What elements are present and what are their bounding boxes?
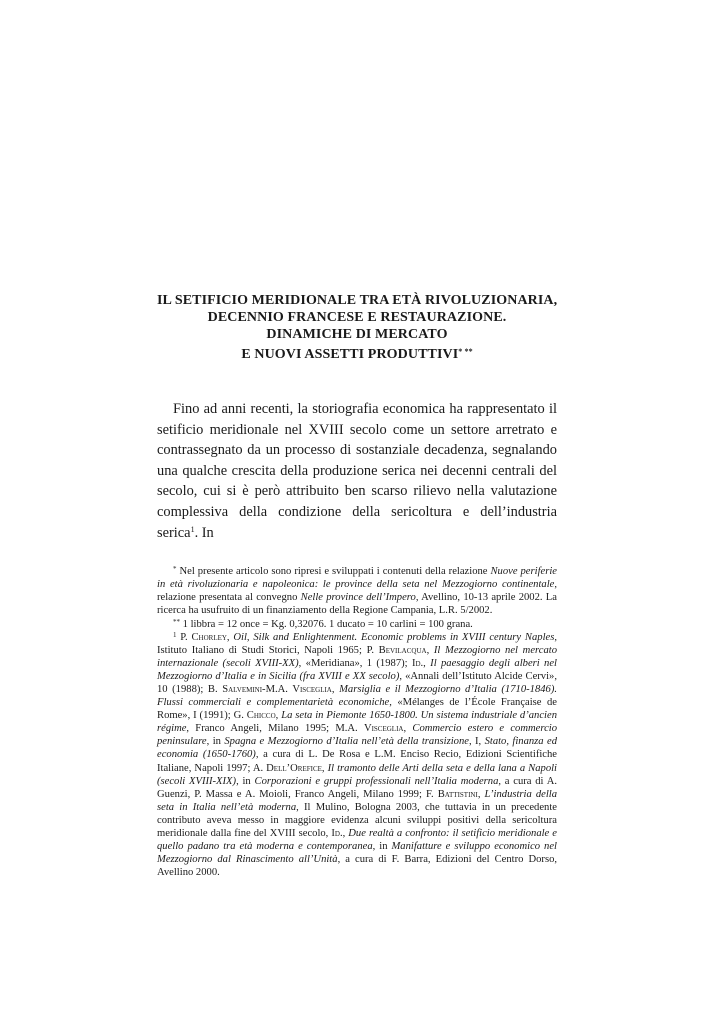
footnote-ref[interactable]: 1	[190, 524, 195, 534]
article-title	[157, 292, 557, 363]
body-paragraph: Fino ad anni recenti, la storiografia economica ha rappresentato il setificio meridionale nel XVIII secolo come un settore arretrato e contrassegnato da un processo di sostanziale decadenza, segnalando una qualche crescita della produzione serica nei decenni centrali del secolo, cui si è però attribuito ben scarso rilievo nella valutazione complessiva della condizione della sericoltura e dell’industria serica$^1$. In	[157, 401, 557, 541]
footnote: * Nel presente articolo sono ripresi e sviluppati i contenuti della relazione Nuove periferie in età rivoluzionaria e napoleonica: le province della seta nel Mezzogiorno continentale, relazione presentata al convegno Nelle province dell’Impero, Avellino, 10-13 aprile 2002. La ricerca ha usufruito di un finanziamento della Regione Campania, L.R. 5/2002.	[157, 565, 557, 617]
title-line: DINAMICHE DI MERCATO	[266, 327, 448, 342]
title-line: IL SETIFICIO MERIDIONALE TRA ETÀ RIVOLUZIONARIA,	[157, 293, 558, 308]
title-line: E NUOVI ASSETTI PRODUTTIVI* **	[241, 347, 473, 362]
title-footnote-marks: * **	[458, 347, 473, 356]
title-line: DECENNIO FRANCESE E RESTAURAZIONE.	[207, 310, 507, 325]
footnotes	[157, 565, 557, 879]
footnote: $^1$ P. Chorley, Oil, Silk and Enlightenment. Economic problems in XVIII century Naples, Istituto Italiano di Studi Storici, Napoli 1965; P. Bevilacqua, Il Mezzogiorno nel mercato internazionale (secoli XVIII-XX), «Meridiana», 1 (1987); Id., Il paesaggio degli alberi nel Mezzogiorno d’Italia e in Sicilia (fra XVIII e XX secolo), «Annali dell’Istituto Alcide Cervi», 10 (1988); B. Salvemini-M.A. Visceglia, Marsiglia e il Mezzogiorno d’Italia (1710-1846). Flussi commerciali e complementarietà economiche, «Mélanges de l’École Française de Rome», I (1991); G. Chicco, La seta in Piemonte 1650-1800. Un sistema industriale d’ancien régime, Franco Angeli, Milano 1995; M.A. Visceglia, Commercio estero e commercio peninsulare, in Spagna e Mezzogiorno d’Italia nell’età della transizione, I, Stato, finanza ed economia (1650-1760), a cura di L. De Rosa e L.M. Enciso Recio, Edizioni Scientifiche Italiane, Napoli 1997; A. Dell’Orefice, Il tramonto delle Arti della seta e della lana a Napoli (secoli XVIII-XIX), in Corporazioni e gruppi professionali nell’Italia moderna, a cura di A. Guenzi, P. Massa e A. Moioli, Franco Angeli, Milano 1999; F. Battistini, L’industria della seta in Italia nell’età moderna, Il Mulino, Bologna 2003, che tuttavia in un precedente contributo aveva messo in maggiore evidenza alcuni sviluppi positivi della sericoltura meridionale dalla fine del XVIII secolo, Id., Due realtà a confronto: il setificio meridionale e quello padano tra età moderna e contemporanea, in Manifatture e sviluppo economico nel Mezzogiorno dal Rinascimento all’Unità, a cura di F. Barra, Edizioni del Centro Dorso, Avellino 2000.	[157, 630, 558, 879]
footnote: ** 1 libbra = 12 once = Kg. 0,32076. 1 ducato = 10 carlini = 100 grana.	[173, 617, 473, 630]
article-page	[157, 292, 557, 879]
